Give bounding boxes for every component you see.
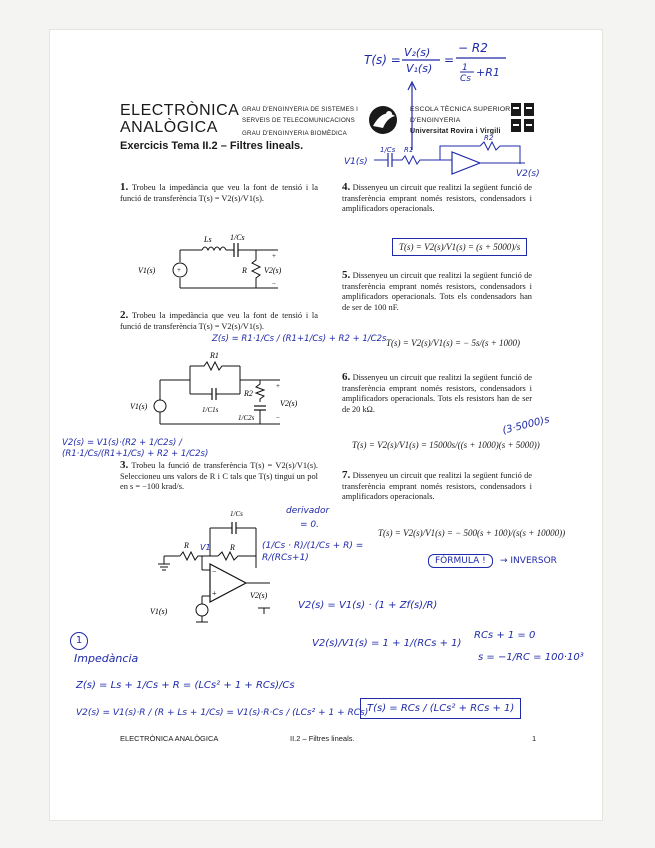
degree2: GRAU D'ENGINYERIA BIOMÈDICA [242, 130, 347, 137]
c1-output-label: V2(s) [264, 266, 282, 275]
problem-2 [120, 310, 318, 332]
problem-6-number: 6. [342, 371, 351, 383]
svg-text:1: 1 [462, 63, 468, 73]
circuit-1 [138, 228, 288, 298]
school-line1: ESCOLA TÈCNICA SUPERIOR [410, 106, 511, 113]
handwritten-pole-value: s = −1/RC = 100·10³ [478, 652, 584, 663]
c3-input-resistor-label: R [184, 541, 189, 550]
c1-resistor-label: R [242, 266, 247, 275]
svg-text:=: = [444, 53, 455, 67]
svg-text:R1: R1 [404, 146, 414, 154]
degree1-line1: GRAU D'ENGINYERIA DE SISTEMES I [242, 106, 359, 113]
p3-handwritten-eq0: = 0. [300, 520, 319, 530]
problem-3-text: Trobeu la funció de transferència T(s) = V2(s)/V1(s). Seleccioneu uns valors de R i C tals que T(s) tingui un pol en s = −100 krad/s. [120, 461, 318, 491]
c2-c2-label: 1/C2s [238, 414, 255, 422]
problem-7 [342, 470, 532, 503]
p7-equation [378, 528, 565, 538]
handwritten-tf-result: T(s) = RCs / (LCs² + RCs + 1) [360, 698, 521, 719]
svg-text:+: + [272, 252, 276, 260]
svg-text:V1(s): V1(s) [344, 157, 368, 167]
handwritten-p3-ratio: V2(s)/V1(s) = 1 + 1/(RCs + 1) [312, 638, 462, 649]
problem-5 [342, 270, 532, 313]
problem-2-text: Trobeu la impedància que veu la font de tensió i la funció de transferència T(s) = V2(s)/V1(s). [120, 311, 318, 331]
svg-text:−: − [212, 567, 217, 576]
svg-text:1/Cs: 1/Cs [380, 146, 396, 154]
handwritten-v2-expression: V2(s) = V1(s) · (1 + Zf(s)/R) [298, 600, 438, 611]
circuit-3 [150, 508, 282, 628]
problem-2-number: 2. [120, 309, 129, 321]
svg-text:R2: R2 [484, 134, 494, 142]
problem-3-number: 3. [120, 459, 129, 471]
problem-1-text: Trobeu la impedància que veu la font de tensió i la funció de transferència T(s) = V2(s)/V1(s). [120, 183, 318, 203]
university-name: Universitat Rovira i Virgili [410, 128, 501, 135]
p6-eq-lhs: T(s) = V2(s)/V1(s) = [352, 440, 427, 450]
handwritten-v2-equation: V2(s) = V1(s)·R / (R + Ls + 1/Cs) = V1(s)·R·Cs / (LCs² + 1 + RCs) [76, 708, 369, 718]
c1-inductor-label: Ls [204, 235, 212, 244]
p4-equation [392, 238, 527, 256]
c2-source-label: V1(s) [130, 402, 148, 411]
svg-text:−: − [276, 414, 280, 422]
top-circuit-hidden-labels [346, 160, 357, 161]
svg-text:Cs: Cs [460, 74, 471, 84]
p4-eq-lhs: T(s) = V2(s)/V1(s) = [399, 242, 474, 252]
problem-6 [342, 372, 532, 415]
problem-5-number: 5. [342, 269, 351, 281]
footer-topic: II.2 – Filtres lineals. [290, 734, 355, 743]
handwritten-pole-equation: RCs + 1 = 0 [474, 630, 536, 641]
problem-1-number: 1. [120, 181, 129, 193]
svg-text:+: + [177, 266, 181, 274]
c2-output-label: V2(s) [280, 399, 298, 408]
svg-text:V2(s): V2(s) [516, 169, 540, 179]
course-title-line2: ANALÒGICA [120, 119, 218, 136]
p2-handwritten-v2: V2(s) = V1(s)·(R2 + 1/C2s) / (R1·1/Cs/(R1+1/Cs) + R2 + 1/C2s) [62, 438, 209, 459]
footer-course: ELECTRÒNICA ANALÒGICA [120, 734, 219, 743]
top-circuit-v2 [355, 160, 358, 161]
c1-capacitor-label: 1/Cs [230, 233, 245, 242]
p6-equation [352, 440, 540, 450]
problem-1 [120, 182, 318, 204]
course-title-line1: ELECTRÒNICA [120, 102, 240, 119]
p7-eq-rhs: 500(s + 100)/(s(s + 10000)) [463, 528, 566, 538]
p6-eq-rhs: 15000s/((s + 1000)(s + 5000)) [429, 440, 540, 450]
p6-handwritten-note: (3·5000)s [501, 414, 551, 437]
problem-3 [120, 460, 318, 493]
svg-text:+: + [276, 382, 280, 390]
c1-source-label: V1(s) [138, 266, 156, 275]
handwritten-impedance-equation: Z(s) = Ls + 1/Cs + R = (LCs² + 1 + RCs)/Cs [76, 680, 295, 691]
c3-source-label: V1(s) [150, 607, 168, 616]
problem-5-text: Dissenyeu un circuit que realitzi la següent funció de transferència emprant només resistors, condensadors i amplificadors operacionals. Tots els condensadors han de ser de 100 nF. [342, 271, 532, 312]
c2-c1-label: 1/C1s [202, 406, 219, 414]
p5-equation [386, 338, 520, 348]
p5-eq-rhs: 5s/(s + 1000) [471, 338, 521, 348]
handwritten-formula-box: FÓRMULA ! [428, 554, 493, 568]
problem-6-text: Dissenyeu un circuit que realitzi la següent funció de transferència emprant només resistors, condensadors i amplificadors operacionals. Tots els resistors han de ser de 20 kΩ. [342, 373, 532, 414]
problem-7-text: Dissenyeu un circuit que realitzi la següent funció de transferència emprant només resistors, condensadors i amplificadors operacionals. [342, 471, 532, 501]
handwritten-impedance-title: Impedància [74, 652, 139, 665]
c2-r1-label: R1 [210, 351, 219, 360]
svg-text:V₁(s): V₁(s) [406, 62, 433, 75]
p5-eq-lhs: T(s) = V2(s)/V1(s) = − [386, 338, 470, 348]
handwritten-top-annotation [340, 40, 600, 180]
svg-text:T(s) =: T(s) = [364, 53, 401, 67]
c3-capacitor-label: 1/Cs [230, 510, 243, 518]
p3-handwritten-derivador: derivador [286, 506, 330, 516]
handwritten-problem-1-marker: 1 [70, 632, 88, 650]
exercise-subtitle: Exercicis Tema II.2 – Filtres lineals. [120, 140, 304, 152]
circuit-2 [130, 350, 310, 430]
c2-r2-label: R2 [244, 389, 253, 398]
problem-7-number: 7. [342, 469, 351, 481]
p7-eq-lhs: T(s) = V2(s)/V1(s) = − [378, 528, 462, 538]
handwritten-inversor: → INVERSOR [500, 556, 557, 566]
degree1-line2: SERVEIS DE TELECOMUNICACIONS [242, 117, 355, 124]
p4-eq-rhs: (s + 5000)/s [476, 242, 521, 252]
c3-output-label: V2(s) [250, 591, 268, 600]
problem-4-number: 4. [342, 181, 351, 193]
c3-node-label: V1 [200, 543, 211, 552]
svg-text:− R2: − R2 [458, 41, 488, 55]
svg-text:V₂(s): V₂(s) [404, 46, 431, 59]
course-title [120, 102, 239, 136]
school-line2: D'ENGINYERIA [410, 117, 461, 124]
svg-text:+: + [212, 589, 217, 598]
problem-4 [342, 182, 532, 215]
svg-text:+R1: +R1 [476, 66, 500, 79]
p2-handwritten-impedance: Z(s) = R1·1/Cs / (R1+1/Cs) + R2 + 1/C2s [212, 334, 387, 344]
p3-handwritten-parallel: (1/Cs · R)/(1/Cs + R) = R/(RCs+1) [262, 541, 364, 563]
footer-page-number: 1 [532, 734, 537, 743]
svg-text:−: − [272, 280, 276, 288]
c3-feedback-resistor-label: R [230, 543, 235, 552]
problem-4-text: Dissenyeu un circuit que realitzi la següent funció de transferència emprant només resistors, condensadors i amplificadors operacionals. [342, 183, 532, 213]
